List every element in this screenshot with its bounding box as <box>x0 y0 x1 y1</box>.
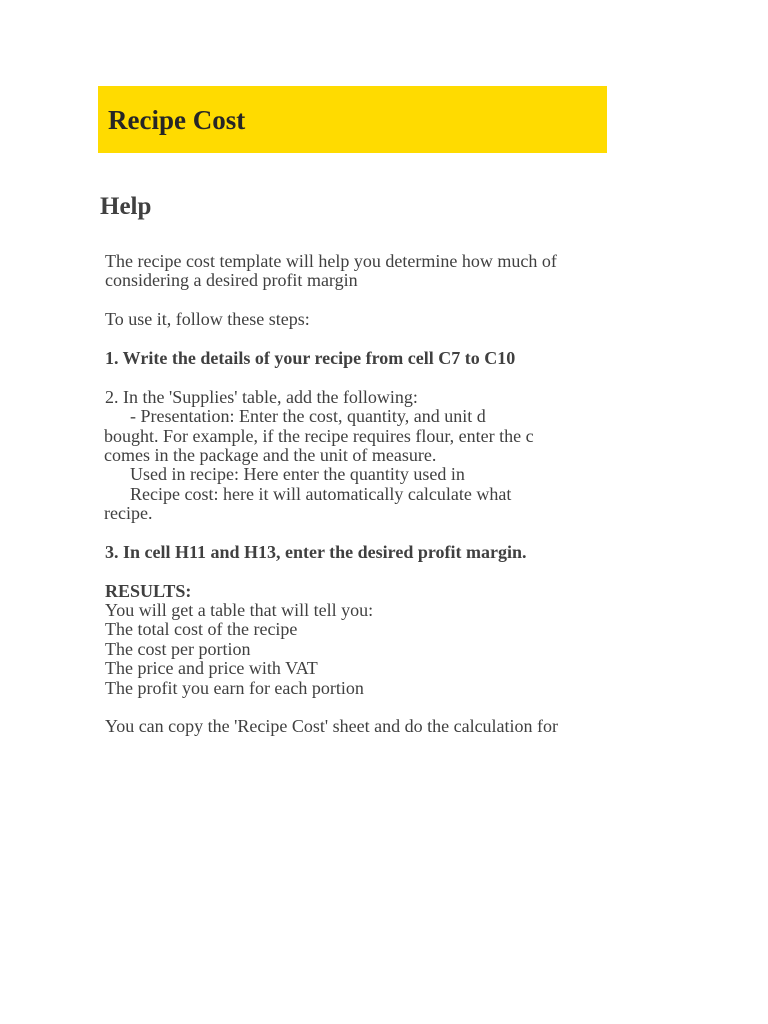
results-item: The profit you earn for each portion <box>105 678 364 698</box>
step-2-used-in-recipe: Used in recipe: Here enter the quantity used in <box>130 465 465 485</box>
intro-line-2: considering a desired profit margin <box>105 271 358 291</box>
step-2-presentation-cont-1: bought. For example, if the recipe requires flour, enter the c <box>104 426 534 446</box>
spacer <box>105 698 605 717</box>
step-2-presentation-cont-2: comes in the package and the unit of measure. <box>104 445 437 465</box>
intro-line-1: The recipe cost template will help you determine how much of <box>105 252 557 271</box>
steps-intro: To use it, follow these steps: <box>105 310 310 330</box>
help-content <box>105 252 605 737</box>
step-2-recipe-cost-cont: recipe. <box>104 504 153 524</box>
step-2-presentation: - Presentation: Enter the cost, quantity, and unit d <box>130 407 486 427</box>
results-intro: You will get a table that will tell you: <box>105 601 374 621</box>
results-item: The cost per portion <box>105 639 251 659</box>
results-item: The total cost of the recipe <box>105 620 298 640</box>
spacer <box>105 368 605 387</box>
step-2-title: 2. In the 'Supplies' table, add the following: <box>105 387 418 407</box>
step-2-recipe-cost: Recipe cost: here it will automatically calculate what <box>130 484 512 504</box>
results-item: The price and price with VAT <box>105 659 318 679</box>
title-banner <box>98 86 607 153</box>
spacer <box>105 330 605 349</box>
page-title: Recipe Cost <box>108 105 246 135</box>
help-heading: Help <box>100 193 152 220</box>
spacer <box>105 291 605 310</box>
step-1: 1. Write the details of your recipe from cell C7 to C10 <box>105 348 516 368</box>
results-heading: RESULTS: <box>105 581 192 601</box>
step-3: 3. In cell H11 and H13, enter the desired profit margin. <box>105 542 527 562</box>
copy-note: You can copy the 'Recipe Cost' sheet and do the calculation for <box>105 717 559 737</box>
spacer <box>105 562 605 581</box>
spacer <box>105 523 605 542</box>
